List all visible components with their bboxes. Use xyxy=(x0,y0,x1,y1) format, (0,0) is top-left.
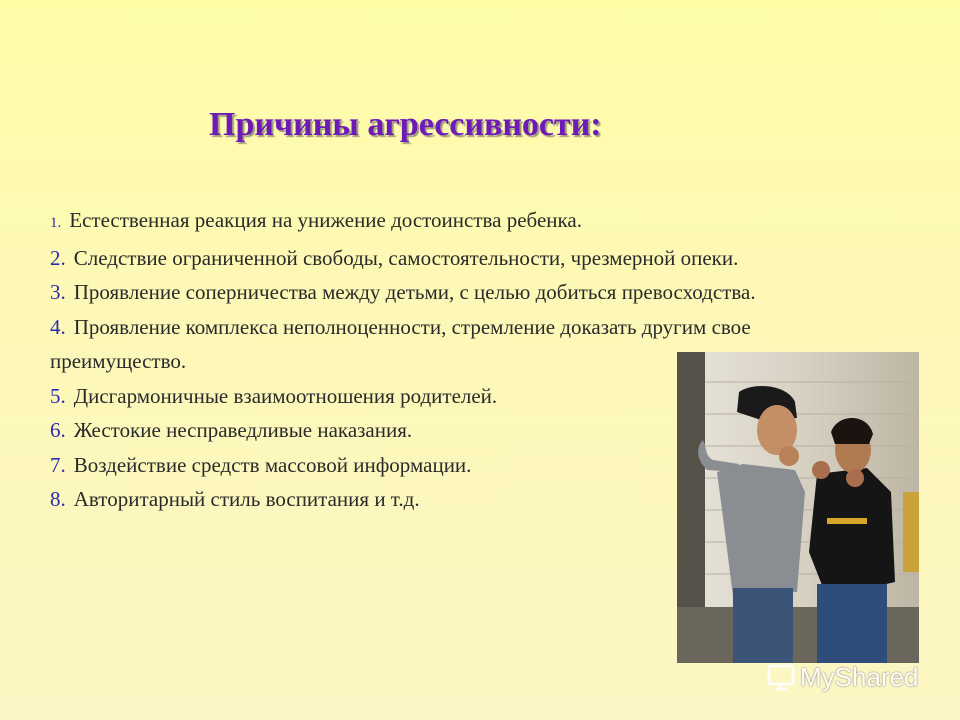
cause-item-8 xyxy=(50,482,770,517)
cause-item-5 xyxy=(50,379,770,414)
two-boys-fighting-photo xyxy=(677,352,919,663)
cause-item-6 xyxy=(50,413,770,448)
cause-number: 3. xyxy=(50,280,66,304)
cause-item-2 xyxy=(50,241,770,276)
cause-number: 4. xyxy=(50,314,66,339)
cause-text: Проявление комплекса неполноценности, стремление доказать другим свое преимущество. xyxy=(50,314,751,373)
myshared-watermark xyxy=(766,660,919,694)
cause-text: Жестокие несправедливые наказания. xyxy=(73,418,413,442)
cause-number: 2. xyxy=(50,245,66,270)
cause-text: Воздействие средств массовой информации. xyxy=(73,452,472,477)
cause-text: Дисгармоничные взаимоотношения родителей. xyxy=(73,383,498,408)
cause-text: Следствие ограниченной свободы, самостоятельности, чрезмерной опеки. xyxy=(73,245,739,270)
causes-list xyxy=(50,203,770,517)
cause-number: 8. xyxy=(50,487,66,511)
cause-number: 5. xyxy=(50,383,66,408)
cause-text: Авторитарный стиль воспитания и т.д. xyxy=(73,487,420,511)
cause-item-4 xyxy=(50,310,770,379)
slide-title: Причины агрессивности: xyxy=(209,106,602,143)
cause-text: Проявление соперничества между детьми, с целью добиться превосходства. xyxy=(73,280,756,304)
cause-item-1 xyxy=(50,203,770,241)
cause-item-3 xyxy=(50,275,770,310)
watermark-text: MyShared xyxy=(800,661,919,692)
cause-item-7 xyxy=(50,448,770,483)
myshared-logo-icon xyxy=(766,662,796,692)
cause-number: 7. xyxy=(50,452,66,477)
cause-text: Естественная реакция на унижение достоинства ребенка. xyxy=(69,208,582,232)
cause-number: 6. xyxy=(50,418,66,442)
cause-number: 1. xyxy=(50,215,62,231)
